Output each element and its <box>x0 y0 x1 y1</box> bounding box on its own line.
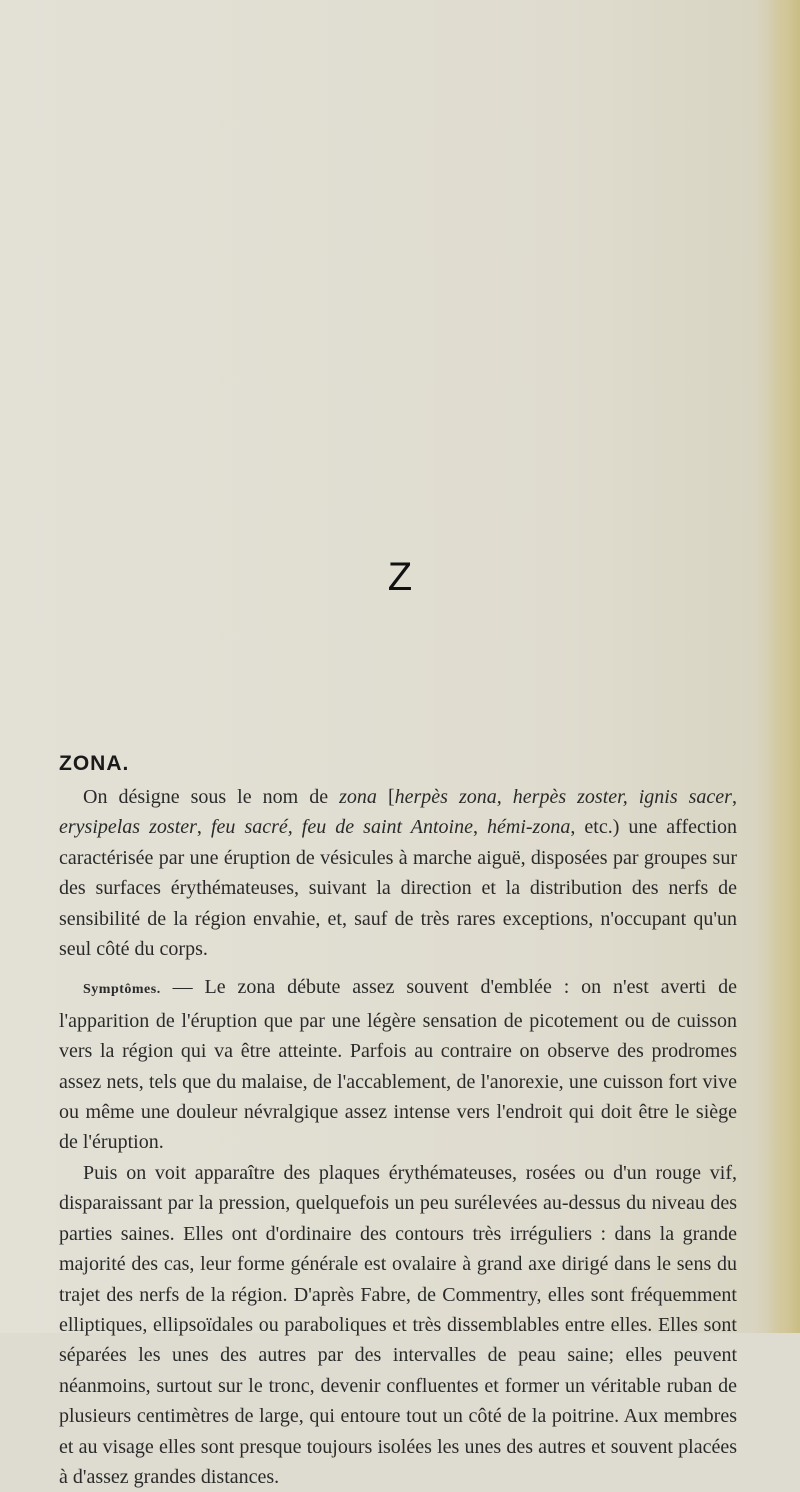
text-run: , <box>472 816 488 839</box>
paragraph-symptoms <box>59 972 737 1157</box>
italic-term: hémi-zona <box>487 816 571 839</box>
italic-term: zona <box>339 786 377 808</box>
section-letter: Z <box>387 555 413 599</box>
text-run: — Le zona débute assez souvent d'emblée : on n'est averti de l'apparition de l'éruption que par une légère sensation de picotement ou de cuisson vers la région qui va être atteinte. Parfois au contraire on observe des prodromes assez nets, tels que du malaise, de l'accablement, de l'anorexie, une cuisson fort vive ou même une douleur névralgique assez intense vers l'endroit qui doit être le siège de l'éruption. <box>59 976 737 1154</box>
paragraph-plaques: Puis on voit apparaître des plaques érythémateuses, rosées ou d'un rouge vif, disparaissant par la pression, quelquefois un peu surélevées au-dessus du niveau des parties saines. Elles ont d'ordinaire des contours très irréguliers : dans la grande majorité des cas, leur forme générale est ovalaire à grand axe dirigé dans le sens du trajet des nerfs de la région. D'après Fabre, de Commentry, elles sont fréquemment elliptiques, ellipsoïdales ou paraboliques et très dissemblables entre elles. Elles sont séparées les unes des autres par des intervalles de peau saine; elles peuvent néanmoins, surtout sur le tronc, devenir confluentes et former un véritable ruban de plusieurs centimètres de large, qui entoure tout un côté de la poitrine. Aux membres et au visage elles sont presque toujours isolées les unes des autres et souvent placées à d'assez grandes distances. <box>59 1161 737 1488</box>
text-run: , <box>196 816 211 839</box>
text-run: , <box>731 786 737 808</box>
italic-term: feu sacré, feu de saint Antoine <box>210 816 473 839</box>
text-run: , etc.) une affection caractérisée par une éruption de vésicules à marche aiguë, disposées par groupes sur des surfaces érythémateuses, suivant la direction et la distribution des nerfs de sensibilité de la région envahie, et, sauf de très rares exceptions, n'occupant qu'un seul côté du corps. <box>59 816 738 961</box>
text-run: [ <box>376 786 395 808</box>
article-heading: ZONA. <box>59 752 130 775</box>
text-run: On désigne sous le nom de <box>83 786 340 808</box>
italic-term: herpès zona, herpès zoster, ignis sacer <box>394 786 732 808</box>
paragraph-definition <box>59 782 737 964</box>
page-edge <box>768 0 800 1333</box>
italic-term: erysipelas zoster <box>59 816 197 839</box>
article-body <box>59 782 737 1492</box>
subsection-lead: Symptômes. <box>83 982 161 998</box>
